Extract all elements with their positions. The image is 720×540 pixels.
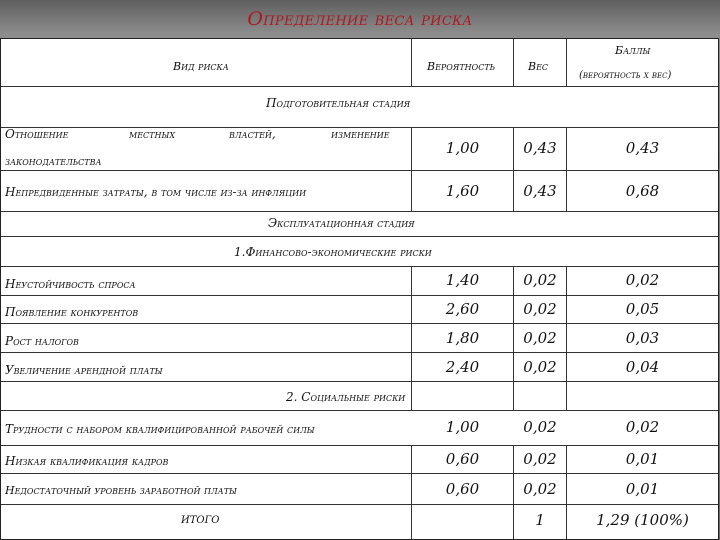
rule-row6 [1,381,718,382]
rule-group2 [1,410,718,411]
row2-score: 0,68 [625,182,660,200]
row5-label: Рост налогов [5,334,79,348]
row2-probability: 1,60 [445,182,480,200]
total-weight: 1 [535,511,545,529]
rule-row3 [1,295,718,296]
header-probability: Вероятность [427,60,496,73]
rule-row2-bottom [1,211,718,212]
rule-row2-top [1,170,718,171]
row6-probability: 2,40 [445,358,480,376]
row1-label-word1: Отношение [5,127,69,141]
col-rule-score-header [566,39,567,86]
row6-weight: 0,02 [523,358,557,376]
rule-header [1,86,718,87]
row1-label-word3: властей, [229,127,276,141]
row7-weight: 0,02 [523,418,557,436]
header-score: Баллы [615,44,651,57]
col-rule-weight-header [513,39,514,86]
row1-score: 0,43 [625,139,660,157]
rule-total [1,504,718,505]
row9-probability: 0,60 [445,480,480,498]
group-financial: 1.Финансово-экономические риски [234,245,432,259]
row4-weight: 0,02 [523,300,557,318]
group-social: 2. Социальные риски [286,390,406,404]
row8-score: 0,01 [625,450,660,468]
row1-probability: 1,00 [445,139,480,157]
stage-preparatory: Подготовительная стадия [266,96,411,110]
row4-probability: 2,60 [445,300,480,318]
row2-weight: 0,43 [523,182,557,200]
row5-score: 0,03 [625,329,660,347]
row3-probability: 1,40 [445,271,480,289]
total-label: итого [181,511,220,527]
row4-score: 0,05 [625,300,660,318]
row8-probability: 0,60 [445,450,480,468]
risk-weight-table [0,38,719,540]
total-score: 1,29 (100%) [596,511,689,529]
rule-stage2 [1,236,718,237]
col-rule-prob-header [411,39,412,86]
row3-weight: 0,02 [523,271,557,289]
header-score-note: (вероятность х вес) [579,70,672,81]
row1-label-word4: изменение [331,127,390,141]
row4-label: Появление конкурентов [5,305,139,319]
row1-weight: 0,43 [523,139,557,157]
slide-title: Определение веса риска [247,8,473,30]
row8-label: Низкая квалификация кадров [5,454,169,468]
row8-weight: 0,02 [523,450,557,468]
rule-row8 [1,473,718,474]
header-weight: Вес [528,60,549,73]
rule-row5 [1,352,718,353]
row3-score: 0,02 [625,271,660,289]
row9-score: 0,01 [625,480,660,498]
row5-weight: 0,02 [523,329,557,347]
rule-group1 [1,266,718,267]
row7-label: Трудности с набором квалифицированной рабочей силы [5,422,315,436]
row9-label: Недостаточный уровень заработной платы [5,484,237,497]
stage-operational: Эксплуатационная стадия [268,216,415,230]
row2-label: Непредвиденные затраты, в том числе из-за инфляции [5,185,307,199]
row7-probability: 1,00 [445,418,480,436]
rule-row4 [1,323,718,324]
row6-label: Увеличение арендной платы [5,363,163,377]
header-risk-type: Вид риска [173,60,229,73]
rule-row7 [1,445,718,446]
row6-score: 0,04 [625,358,660,376]
row5-probability: 1,80 [445,329,480,347]
row3-label: Неустойчивость спроса [5,277,136,291]
row1-label-line2: законодательства [5,154,102,168]
row7-score: 0,02 [625,418,660,436]
row9-weight: 0,02 [523,480,557,498]
row1-label-word2: местных [129,127,176,141]
